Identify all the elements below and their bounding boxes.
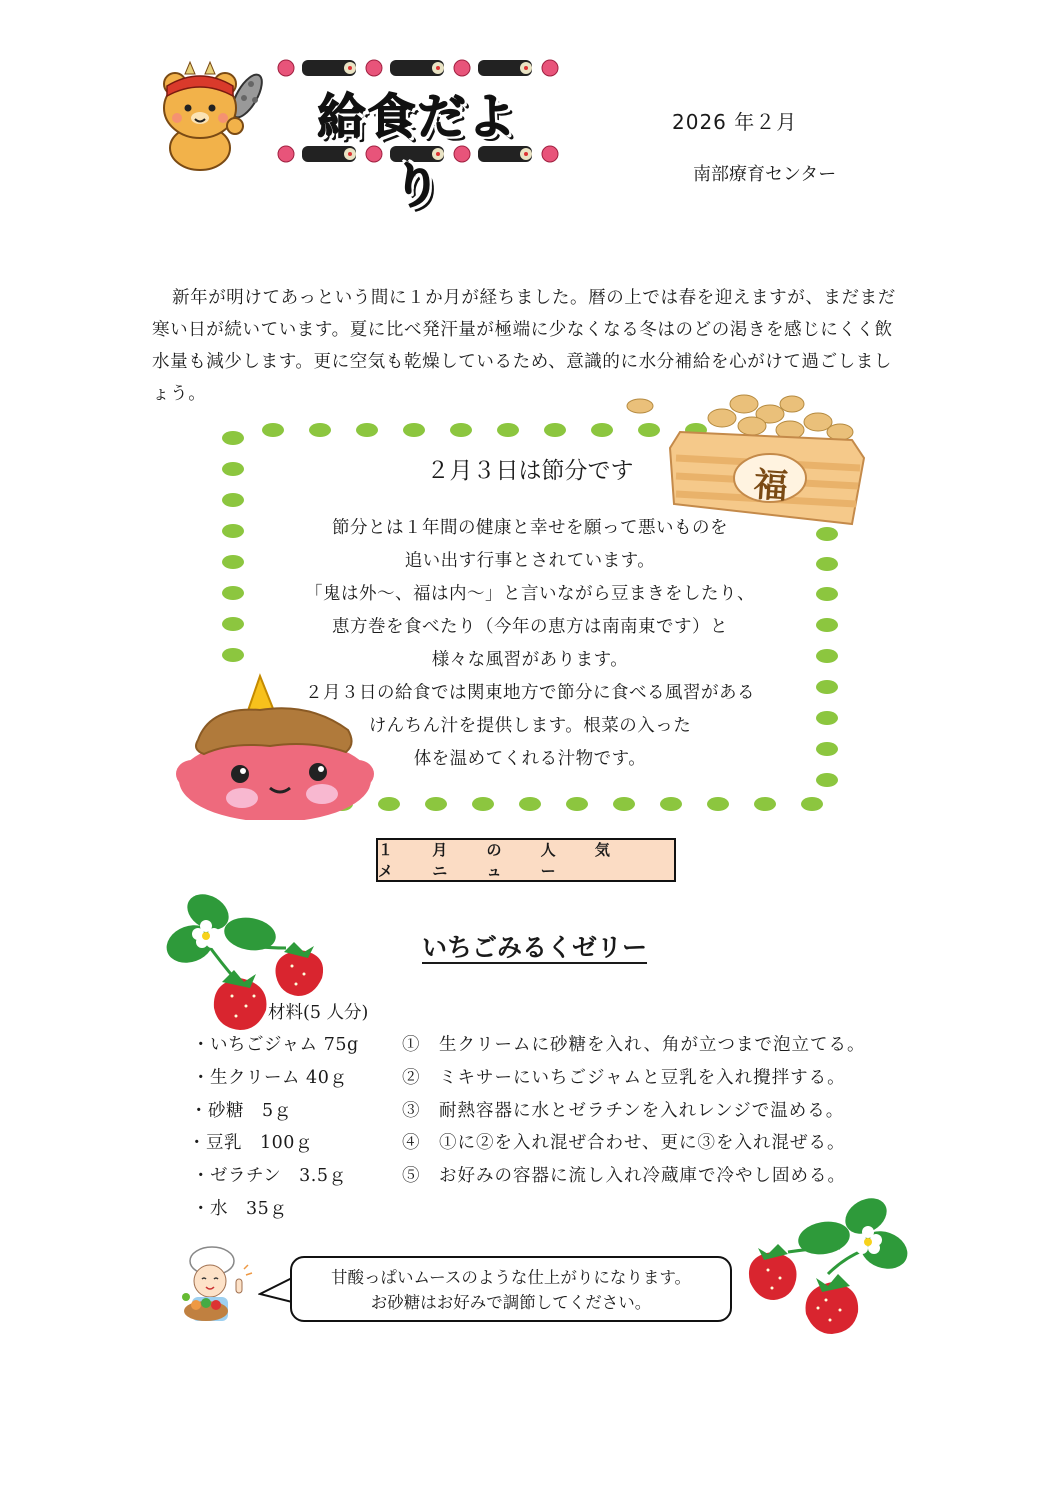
setsubun-description (240, 512, 820, 776)
issue-date: 2026 年２月 (672, 110, 798, 134)
setsubun-line: 恵方巻を食べたり（今年の恵方は南南東です）と (332, 617, 728, 637)
ingredient-item: ・水 35ｇ (192, 1199, 288, 1219)
ingredient-item: ・砂糖 5ｇ (190, 1101, 292, 1121)
setsubun-line: ２月３日の給食では関東地方で節分に食べる風習がある (305, 683, 755, 703)
recipe-title: いちごみるくゼリー (422, 933, 648, 962)
setsubun-line: 追い出す行事とされています。 (404, 551, 656, 571)
recipe-step: ⑤ お好みの容器に流し入れ冷蔵庫で冷やし固める。 (402, 1166, 846, 1186)
bubble-line: 甘酸っぱいムースのような仕上がりになります。 (330, 1268, 692, 1287)
recipe-step: ④ ①に②を入れ混ぜ合わせ、更に③を入れ混ぜる。 (402, 1133, 846, 1153)
recipe-step: ③ 耐熱容器に水とゼラチンを入れレンジで温める。 (402, 1101, 845, 1121)
ingredient-item: ・豆乳 100ｇ (188, 1133, 313, 1153)
setsubun-line: 節分とは１年間の健康と幸せを願って悪いものを (332, 518, 728, 538)
ingredient-item: ・いちごジャム 75g (192, 1035, 359, 1055)
ingredient-item: ・生クリーム 40ｇ (192, 1068, 348, 1088)
setsubun-line: 様々な風習があります。 (431, 650, 629, 670)
bubble-line: お砂糖はお好みで調節してください。 (370, 1293, 652, 1312)
speech-bubble-tail (258, 1276, 294, 1306)
setsubun-line: けんちん汁を提供します。根菜の入った (368, 716, 692, 736)
bear-oni-mascot-illustration (155, 56, 275, 171)
intro-paragraph: 新年が明けてあっという間に１か月が経ちました。暦の上では春を迎えますが、まだまだ寒い日が続いています。夏に比べ発汗量が極端に少なくなる冬はのどの渇きを感じにくく飲水量も減少します。更に空気も乾燥しているため、意識的に水分補給を心がけて過ごしましょう。 (152, 288, 896, 404)
organization-name: 南部療育センター (693, 164, 837, 185)
fuku-label: 福 (752, 464, 790, 508)
strawberry-illustration-right (744, 1188, 912, 1336)
setsubun-heading: ２月３日は節分です (426, 458, 634, 484)
popular-menu-label: １ 月 の 人 気 メ ニ ュ ー (378, 841, 627, 880)
speech-bubble (290, 1256, 732, 1322)
materials-heading: 材料(5 人分) (268, 1003, 369, 1023)
ingredient-item: ・ゼラチン 3.5ｇ (192, 1166, 347, 1186)
newsletter-title: 給食だより (317, 89, 518, 214)
setsubun-line: 「鬼は外～、福は内～」と言いながら豆まきをしたり、 (305, 584, 755, 604)
setsubun-line: 体を温めてくれる汁物です。 (413, 749, 647, 769)
recipe-step: ① 生クリームに砂糖を入れ、角が立つまで泡立てる。 (402, 1035, 866, 1055)
popular-menu-banner (376, 838, 676, 882)
cook-illustration (166, 1245, 258, 1327)
recipe-step: ② ミキサーにいちごジャムと豆乳を入れ攪拌する。 (402, 1068, 846, 1088)
